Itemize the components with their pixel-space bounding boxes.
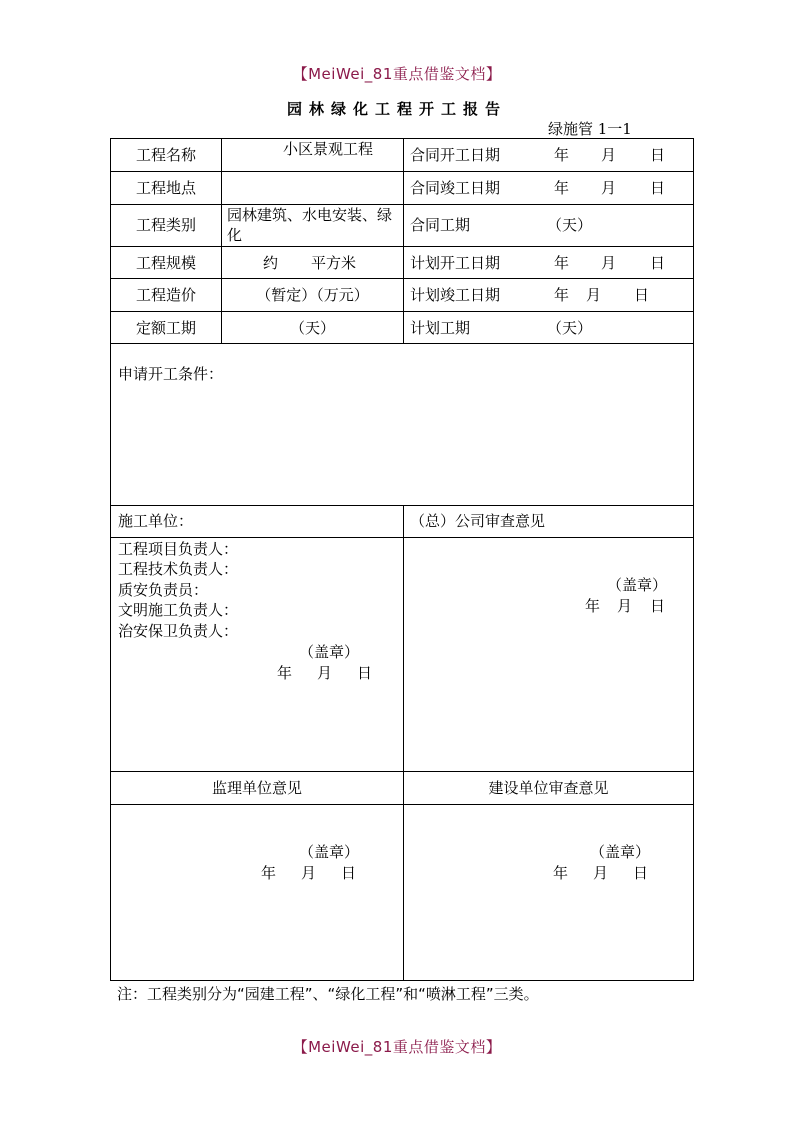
date-year: 年 <box>554 146 570 164</box>
supervision-opinion-label: 监理单位意见 <box>211 779 302 797</box>
row-divider <box>111 171 693 172</box>
row-divider <box>111 204 693 205</box>
plan-start-label: 计划开工日期 <box>410 254 501 272</box>
row-divider <box>111 278 693 279</box>
project-name-value: 小区景观工程 <box>283 140 374 158</box>
plan-period-label: 计划工期 <box>410 319 471 337</box>
date-year: 年 <box>554 286 570 304</box>
date-day: 日 <box>634 286 650 304</box>
date-month: 月 <box>601 254 617 272</box>
scale-unit: 平方米 <box>311 254 357 272</box>
row-divider <box>111 343 693 344</box>
days-unit: （天） <box>547 216 593 234</box>
row-divider <box>111 771 693 772</box>
document-banner-bottom: 【MeiWei_81重点借鉴文档】 <box>292 1038 502 1056</box>
project-category-value: 园林建筑、水电安装、绿化 <box>227 206 393 244</box>
date-day: 日 <box>357 664 373 682</box>
column-divider <box>403 505 404 980</box>
date-year: 年 <box>585 597 601 615</box>
civil-lead-label: 文明施工负责人： <box>118 601 239 619</box>
seal-label: （盖章） <box>299 843 360 861</box>
date-month: 月 <box>586 286 602 304</box>
row-divider <box>111 505 693 506</box>
quota-period-label: 定额工期 <box>135 319 196 337</box>
footnote: 注：工程类别分为“园建工程”、“绿化工程”和“喷淋工程”三类。 <box>117 985 539 1003</box>
project-cost-label: 工程造价 <box>135 286 196 304</box>
date-month: 月 <box>301 864 317 882</box>
date-year: 年 <box>554 254 570 272</box>
contract-start-label: 合同开工日期 <box>410 146 501 164</box>
tech-lead-label: 工程技术负责人： <box>118 560 239 578</box>
days-unit: （天） <box>547 319 593 337</box>
seal-label: （盖章） <box>607 576 668 594</box>
date-month: 月 <box>317 664 333 682</box>
project-category-label: 工程类别 <box>135 216 196 234</box>
owner-review-label: 建设单位审查意见 <box>488 779 609 797</box>
row-divider <box>111 804 693 805</box>
company-review-label: （总）公司审查意见 <box>410 512 546 530</box>
contract-period-label: 合同工期 <box>410 216 471 234</box>
date-month: 月 <box>601 146 617 164</box>
contract-end-label: 合同竣工日期 <box>410 179 501 197</box>
date-year: 年 <box>261 864 277 882</box>
date-year: 年 <box>553 864 569 882</box>
date-day: 日 <box>650 254 666 272</box>
document-title: 园林绿化工程开工报告 <box>286 100 507 118</box>
security-lead-label: 治安保卫负责人： <box>118 622 239 640</box>
date-day: 日 <box>650 597 666 615</box>
report-form <box>110 138 694 981</box>
date-year: 年 <box>554 179 570 197</box>
seal-label: （盖章） <box>590 843 651 861</box>
date-day: 日 <box>341 864 357 882</box>
row-divider <box>111 311 693 312</box>
project-cost-value: （暂定）（万元） <box>256 286 369 304</box>
date-month: 月 <box>593 864 609 882</box>
project-lead-label: 工程项目负责人： <box>118 540 239 558</box>
date-day: 日 <box>633 864 649 882</box>
start-conditions-label: 申请开工条件： <box>118 365 224 383</box>
scale-approx: 约 <box>263 254 279 272</box>
date-day: 日 <box>650 179 666 197</box>
seal-label: （盖章） <box>299 643 360 661</box>
quality-lead-label: 质安负责员： <box>118 581 209 599</box>
project-scale-label: 工程规模 <box>135 254 196 272</box>
days-unit: （天） <box>289 319 335 337</box>
date-day: 日 <box>650 146 666 164</box>
date-year: 年 <box>277 664 293 682</box>
project-name-label: 工程名称 <box>135 146 196 164</box>
row-divider <box>111 537 693 538</box>
date-month: 月 <box>617 597 633 615</box>
plan-end-label: 计划竣工日期 <box>410 286 501 304</box>
document-banner-top: 【MeiWei_81重点借鉴文档】 <box>292 65 502 83</box>
row-divider <box>111 246 693 247</box>
construction-unit-label: 施工单位： <box>118 512 194 530</box>
column-divider <box>403 139 404 344</box>
date-month: 月 <box>601 179 617 197</box>
project-location-label: 工程地点 <box>135 179 196 197</box>
form-number: 绿施管 1一1 <box>548 120 632 138</box>
column-divider <box>221 139 222 344</box>
